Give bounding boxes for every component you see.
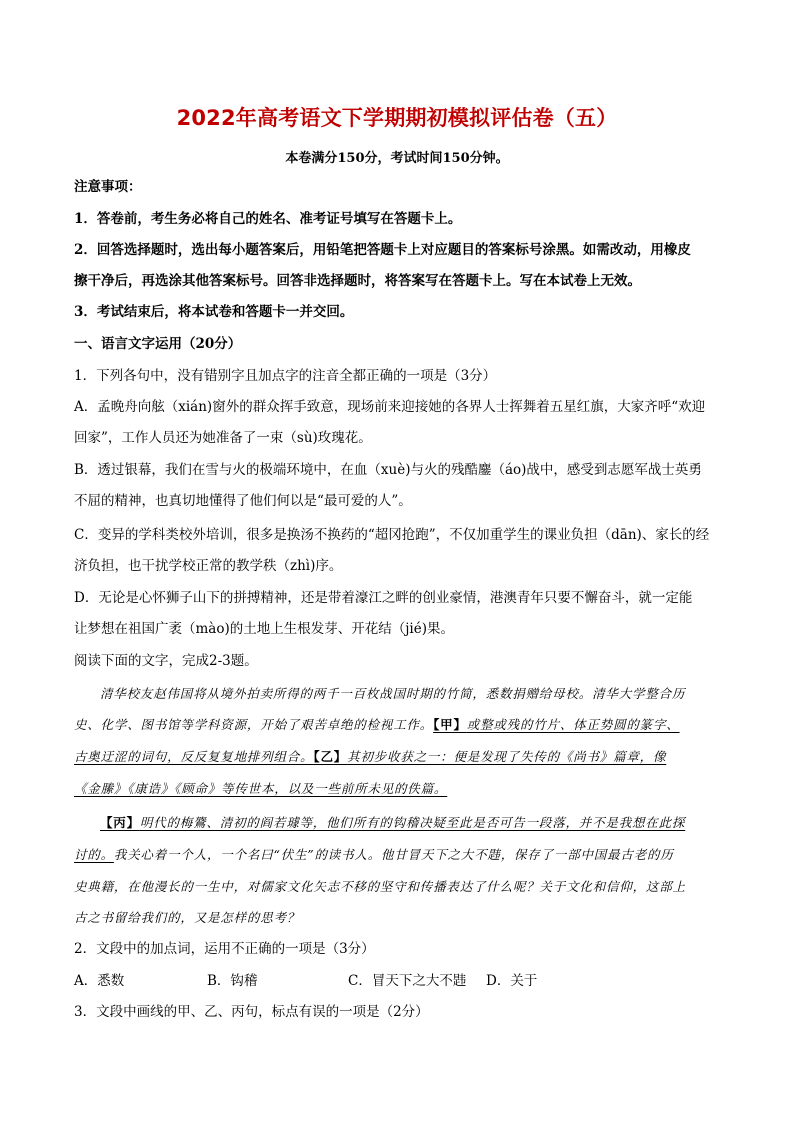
passage-line: 清华校友赵伟国将从境外拍卖所得的两千一百枚战国时期的竹简，悉数捐赠给母校。清华大学整合历 — [100, 686, 686, 701]
passage-line — [100, 814, 720, 832]
q2-option-a: A．悉数 — [74, 973, 125, 989]
q2-options — [74, 972, 722, 990]
sentence-bing: 明代的梅鷟、清初的阎若璩等，他们所有的钩稽决疑至此是否可告一段落，并不是我想在此探 — [139, 815, 686, 830]
passage-line — [74, 716, 722, 734]
exam-subtitle: 本卷满分150分，考试时间150分钟。 — [285, 151, 509, 166]
notice-item-1: 1．答卷前，考生务必将自己的姓名、准考证号填写在答题卡上。 — [74, 211, 462, 227]
q2-stem: 2．文段中的加点词，运用不正确的一项是（3分） — [74, 941, 375, 957]
notice-heading: 注意事项： — [74, 179, 142, 195]
notice-item-3: 3．考试结束后，将本试卷和答题卡一并交回。 — [74, 304, 354, 320]
q2-option-c: C．冒天下之大不韪 — [348, 973, 467, 989]
passage-line: 古之书留给我们的，又是怎样的思考？ — [74, 910, 301, 925]
q2-option-b: B．钩稽 — [207, 973, 258, 989]
notice-item-2-cont: 擦干净后，再选涂其他答案标号。回答非选择题时，将答案写在答题卡上。写在本试卷上无效。 — [74, 273, 641, 289]
q1-line: D．无论是心怀狮子山下的拼搏精神，还是带着濠江之畔的创业豪情，港澳青年只要不懈奋斗，就一定能 — [74, 590, 693, 606]
exam-title: 2022年高考语文下学期期初模拟评估卷（五） — [176, 106, 618, 130]
q1-line: B．透过银幕，我们在雪与火的极端环境中，在血（xuè)与火的残酷鏖（áo)战中，感受到志愿军战士英勇 — [74, 462, 702, 478]
sentence-jia-cont: 古奥迂涩的词句，反反复复地排列组合。 — [74, 749, 314, 764]
notice-item-2: 2．回答选择题时，选出每小题答案后，用铅笔把答题卡上对应题目的答案标号涂黑。如需改动，用橡皮 — [74, 242, 691, 258]
q1-line: 回家”，工作人员还为她准备了一束（sù)玫瑰花。 — [74, 430, 372, 446]
passage-line — [74, 748, 722, 766]
q1-stem: 1．下列各句中，没有错别字且加点字的注音全都正确的一项是（3分） — [74, 368, 497, 384]
sentence-jia: 或整或残的竹片、体正势圆的篆字、 — [466, 717, 680, 732]
passage-line — [74, 846, 722, 864]
marker-bing: 【丙】 — [100, 815, 140, 830]
sentence-yi: 其初步收获之一：便是发现了失传的《尚书》篇章，像 — [347, 749, 667, 764]
passage-text: 史、化学、图书馆等学科资源，开始了艰苦卓绝的检视工作。 — [74, 717, 434, 732]
section-heading: 一、语言文字运用（20分） — [74, 336, 242, 352]
passage-line — [74, 780, 722, 798]
sentence-yi-cont: 《金縢》《康诰》《顾命》等传世本，以及一些前所未见的佚篇。 — [74, 781, 448, 796]
q1-line: 济负担，也干扰学校正常的教学秩（zhì)序。 — [74, 558, 343, 574]
marker-yi: 【乙】 — [313, 749, 348, 764]
sentence-bing-cont: 讨的。 — [74, 847, 114, 862]
q1-line: C．变异的学科类校外培训，很多是换汤不换药的“超冈抢跑”，不仅加重学生的课业负担（dān)、家长的经 — [74, 527, 710, 543]
q1-line: A．孟晚舟向舷（xián)窗外的群众挥手致意，现场前来迎接她的各界人士挥舞着五星红旗，大家齐呼“欢迎 — [74, 399, 706, 415]
passage-line: 史典籍，在他漫长的一生中，对儒家文化矢志不移的坚守和传播表达了什么呢？关于文化和信仰，这部上 — [74, 879, 686, 894]
q3-stem: 3．文段中画线的甲、乙、丙句，标点有误的一项是（2分） — [74, 1004, 429, 1020]
q1-line: 不屈的精神，也真切地懂得了他们何以是“最可爱的人”。 — [74, 493, 412, 509]
marker-jia: 【甲】 — [433, 717, 467, 732]
passage-text: 我关心着一个人，一个名曰“伏生”的读书人。他甘冒天下之大不韪，保存了一部中国最古老的历 — [113, 847, 674, 862]
q1-line: 让梦想在祖国广袤（mào)的土地上生根发芽、开花结（jié)果。 — [74, 621, 455, 637]
q2-option-d: D．关于 — [486, 973, 538, 989]
reading-intro: 阅读下面的文字，完成2-3题。 — [74, 653, 258, 669]
